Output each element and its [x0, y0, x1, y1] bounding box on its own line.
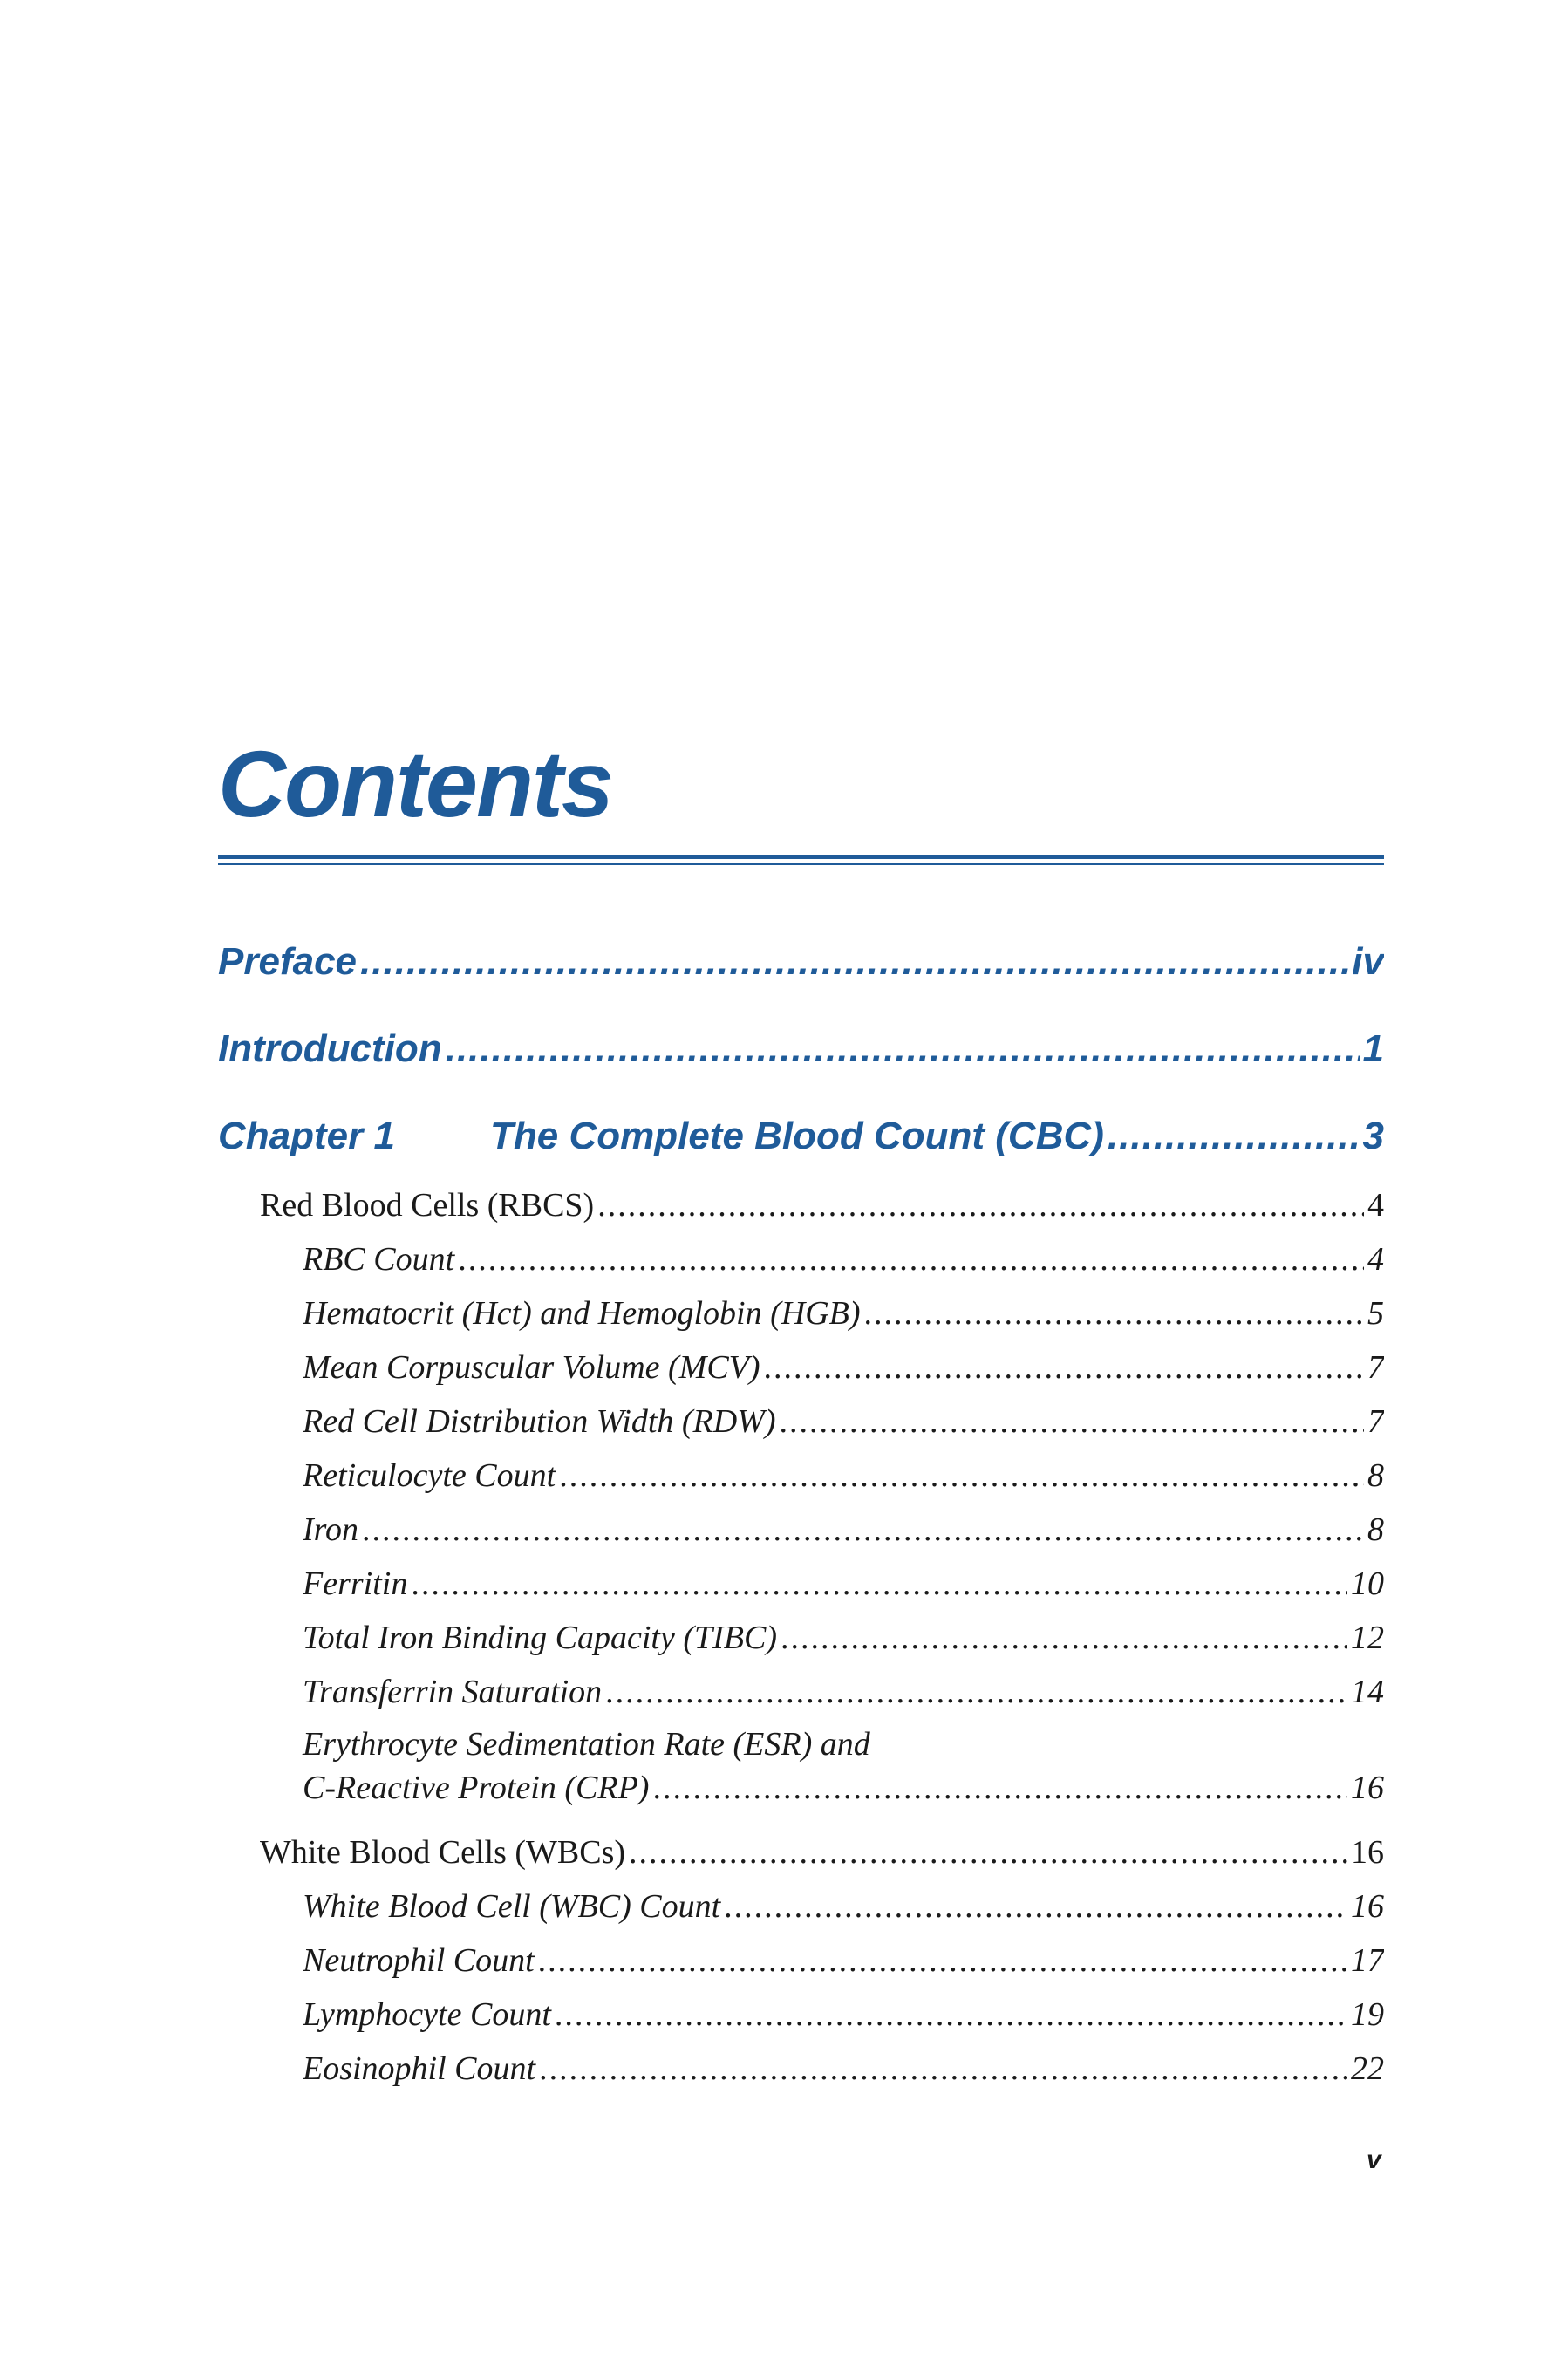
toc-entry-label: Reticulocyte Count: [303, 1457, 556, 1494]
toc-entry-page: 14: [1351, 1674, 1384, 1710]
toc-entry-page: 4: [1367, 1187, 1384, 1224]
chapter-number: Chapter 1: [218, 1115, 395, 1157]
toc-entry-page: 19: [1351, 1996, 1384, 2033]
toc-entry-page: 7: [1367, 1349, 1384, 1386]
title-rule-thin: [218, 863, 1384, 865]
dot-leader: [360, 940, 1348, 984]
toc-entry-page: 16: [1351, 1888, 1384, 1925]
title-rule-thick: [218, 855, 1384, 859]
toc-entry-page: 10: [1351, 1565, 1384, 1602]
toc-entry-page: 12: [1351, 1620, 1384, 1656]
toc-entry-label: RBC Count: [303, 1241, 455, 1278]
dot-leader: [458, 1240, 1364, 1279]
toc-entry-iron[interactable]: [303, 1511, 1384, 1549]
dot-leader: [764, 1348, 1364, 1387]
toc-entry-page: 22: [1351, 2050, 1384, 2087]
dot-leader: [605, 1673, 1347, 1711]
toc-entry-page: 3: [1362, 1115, 1384, 1157]
toc-entry-page: 16: [1351, 1770, 1384, 1806]
page-folio: v: [1367, 2145, 1381, 2174]
toc-entry-label: Lymphocyte Count: [303, 1996, 551, 2033]
dot-leader: [629, 1833, 1347, 1872]
toc-entry-esr-line1[interactable]: Erythrocyte Sedimentation Rate (ESR) and: [303, 1726, 870, 1763]
toc-entry-page: 4: [1367, 1241, 1384, 1278]
dot-leader: [559, 1456, 1364, 1495]
toc-entry-esr-crp[interactable]: [303, 1769, 1384, 1807]
toc-entry-rbc-count[interactable]: [303, 1240, 1384, 1279]
toc-entry-page: 16: [1351, 1834, 1384, 1871]
chapter-title: The Complete Blood Count (CBC): [490, 1115, 1104, 1157]
toc-entry-page: 7: [1367, 1403, 1384, 1440]
toc-entry-mcv[interactable]: [303, 1348, 1384, 1387]
dot-leader: [652, 1769, 1347, 1807]
dot-leader: [538, 1941, 1347, 1980]
toc-entry-reticulocyte-count[interactable]: [303, 1456, 1384, 1495]
toc-entry-label: White Blood Cells (WBCs): [260, 1834, 626, 1871]
toc-entry-lymphocyte-count[interactable]: [303, 1995, 1384, 2034]
toc-entry-transferrin-saturation[interactable]: [303, 1673, 1384, 1711]
dot-leader: [362, 1511, 1364, 1549]
toc-entry-label: Mean Corpuscular Volume (MCV): [303, 1349, 760, 1386]
toc-entry-neutrophil-count[interactable]: [303, 1941, 1384, 1980]
dot-leader: [411, 1565, 1347, 1603]
dot-leader: [864, 1294, 1364, 1333]
toc-entry-page: 5: [1367, 1295, 1384, 1332]
toc-entry-chapter-1[interactable]: [218, 1115, 1384, 1158]
toc-entry-label: C-Reactive Protein (CRP): [303, 1770, 650, 1806]
toc-entry-white-blood-cells[interactable]: [260, 1833, 1384, 1872]
toc-entry-page: 1: [1362, 1027, 1384, 1070]
toc-entry-label: [218, 1115, 1104, 1158]
toc-entry-label: Hematocrit (Hct) and Hemoglobin (HGB): [303, 1295, 861, 1332]
dot-leader: [539, 2049, 1347, 2088]
page-title: Contents: [218, 731, 612, 836]
toc-entry-rdw[interactable]: [303, 1402, 1384, 1441]
toc-entry-hematocrit[interactable]: [303, 1294, 1384, 1333]
toc-entry-page: 8: [1367, 1511, 1384, 1548]
toc-entry-wbc-count[interactable]: [303, 1887, 1384, 1926]
toc-entry-label: Neutrophil Count: [303, 1942, 535, 1979]
toc-entry-page: iv: [1352, 940, 1384, 983]
dot-leader: [446, 1027, 1360, 1071]
dot-leader: [1108, 1115, 1360, 1158]
dot-leader: [780, 1402, 1364, 1441]
toc-entry-preface[interactable]: [218, 940, 1384, 984]
toc-entry-eosinophil-count[interactable]: [303, 2049, 1384, 2088]
toc-entry-label: Iron: [303, 1511, 359, 1548]
dot-leader: [724, 1887, 1347, 1926]
toc-entry-page: 17: [1351, 1942, 1384, 1979]
dot-leader: [555, 1995, 1347, 2034]
toc-entry-label: Preface: [218, 940, 358, 983]
toc-entry-label: Red Blood Cells (RBCS): [260, 1187, 595, 1224]
toc-entry-label: Introduction: [218, 1027, 442, 1070]
toc-entry-label: Total Iron Binding Capacity (TIBC): [303, 1620, 777, 1656]
toc-entry-label: Eosinophil Count: [303, 2050, 536, 2087]
toc-entry-label: Ferritin: [303, 1565, 408, 1602]
toc-entry-label: Red Cell Distribution Width (RDW): [303, 1403, 776, 1440]
toc-entry-label: Transferrin Saturation: [303, 1674, 603, 1710]
dot-leader: [597, 1186, 1364, 1224]
toc-entry-introduction[interactable]: [218, 1027, 1384, 1071]
toc-entry-page: 8: [1367, 1457, 1384, 1494]
dot-leader: [781, 1619, 1347, 1657]
toc-entry-ferritin[interactable]: [303, 1565, 1384, 1603]
toc-entry-label: White Blood Cell (WBC) Count: [303, 1888, 721, 1925]
toc-entry-tibc[interactable]: [303, 1619, 1384, 1657]
toc-entry-red-blood-cells[interactable]: [260, 1186, 1384, 1224]
